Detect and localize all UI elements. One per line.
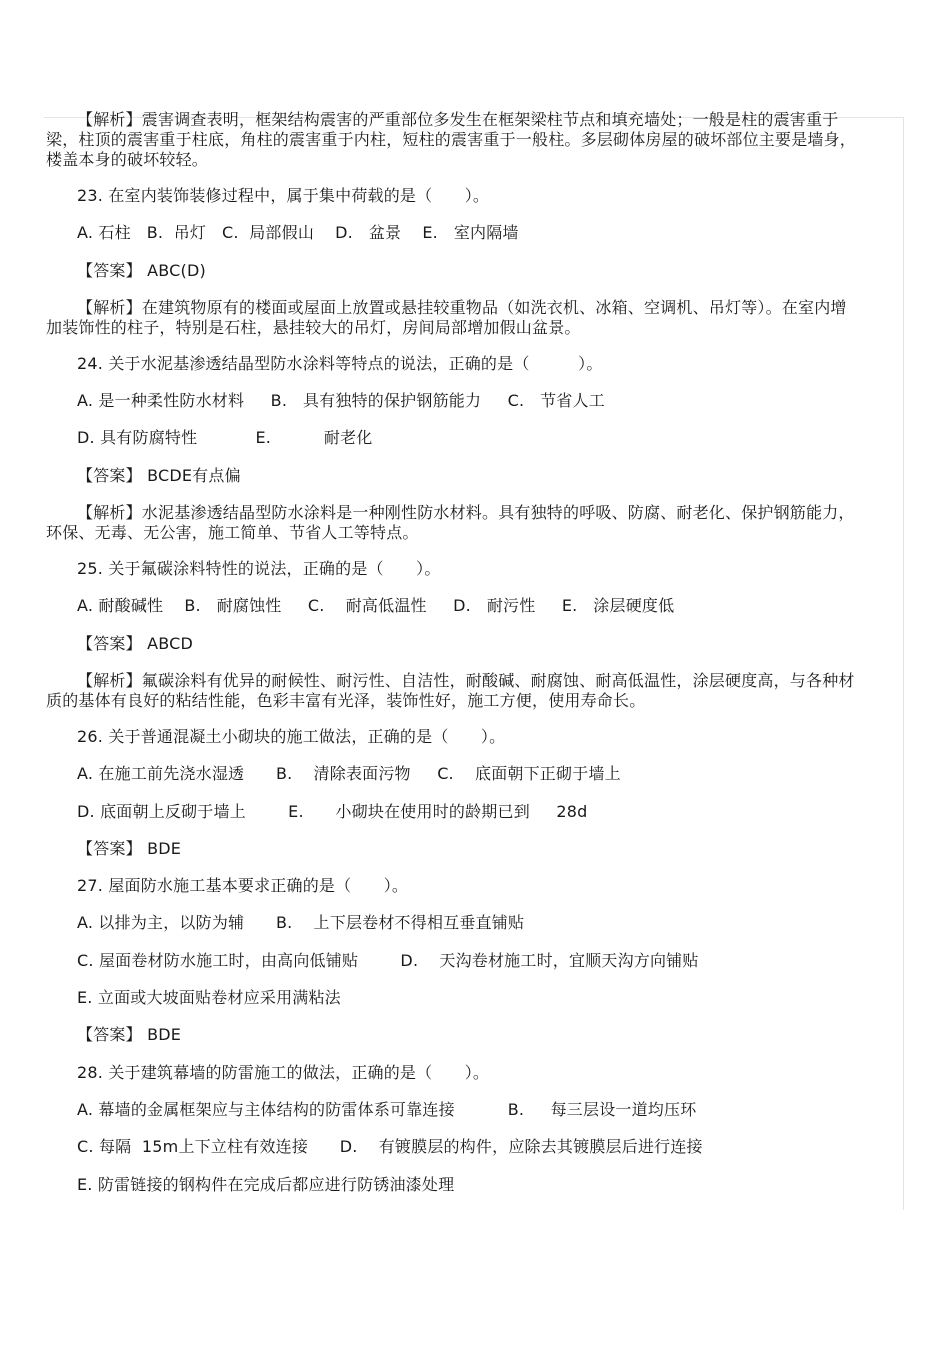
options-26-row1: A. 在施工前先浇水湿透 B. 清除表面污物 C. 底面朝下正砌于墙上 <box>77 764 621 784</box>
analysis-paragraph-22: 【解析】震害调查表明，框架结构震害的严重部位多发生在框架梁柱节点和填充墙处；一般是柱的震害重于梁，柱顶的震害重于柱底，角柱的震害重于内柱，短柱的震害重于一般柱。多层砌体房屋的破坏部位主要是墙身，楼盖本身的破坏较轻。 <box>46 110 857 169</box>
options-25: A. 耐酸碱性 B. 耐腐蚀性 C. 耐高低温性 D. 耐污性 E. 涂层硬度低 <box>77 596 675 616</box>
answer-26: 【答案】 BDE <box>77 838 182 858</box>
options-27-row3: E. 立面或大坡面贴卷材应采用满粘法 <box>77 988 341 1008</box>
options-28-row2: C. 每隔 15m上下立柱有效连接 D. 有镀膜层的构件，应除去其镀膜层后进行连接 <box>77 1137 703 1157</box>
options-28-row1: A. 幕墙的金属框架应与主体结构的防雷体系可靠连接 B. 每三层设一道均压环 <box>77 1099 697 1119</box>
options-24-row1: A. 是一种柔性防水材料 B. 具有独特的保护钢筋能力 C. 节省人工 <box>77 391 605 411</box>
options-26-row2: D. 底面朝上反砌于墙上 E. 小砌块在使用时的龄期已到 28d <box>77 801 588 821</box>
options-23: A. 石柱 B. 吊灯 C. 局部假山 D. 盆景 E. 室内隔墙 <box>77 223 519 243</box>
document-body <box>46 110 861 1212</box>
answer-27: 【答案】 BDE <box>77 1025 182 1045</box>
question-28: 28. 关于建筑幕墙的防雷施工的做法，正确的是（ ）。 <box>77 1062 490 1082</box>
question-23: 23. 在室内装饰装修过程中，属于集中荷载的是（ ）。 <box>77 186 490 205</box>
answer-23: 【答案】 ABC(D) <box>77 260 206 280</box>
question-26: 26. 关于普通混凝土小砌块的施工做法，正确的是（ ）。 <box>77 726 506 746</box>
answer-25: 【答案】 ABCD <box>77 633 194 653</box>
analysis-paragraph-23: 【解析】在建筑物原有的楼面或屋面上放置或悬挂较重物品（如洗衣机、冰箱、空调机、吊灯等）。在室内增加装饰性的柱子，特别是石柱，悬挂较大的吊灯，房间局部增加假山盆景。 <box>46 297 847 337</box>
answer-24: 【答案】 BCDE有点偏 <box>77 465 241 485</box>
analysis-paragraph-24: 【解析】水泥基渗透结晶型防水涂料是一种刚性防水材料。具有独特的呼吸、防腐、耐老化、保护钢筋能力，环保、无毒、无公害，施工简单、节省人工等特点。 <box>46 503 855 543</box>
options-28-row3: E. 防雷链接的钢构件在完成后都应进行防锈油漆处理 <box>77 1174 455 1194</box>
question-27: 27. 屋面防水施工基本要求正确的是（ ）。 <box>77 876 409 896</box>
analysis-paragraph-25: 【解析】氟碳涂料有优异的耐候性、耐污性、自洁性，耐酸碱、耐腐蚀、耐高低温性，涂层硬度高，与各种材质的基体有良好的粘结性能，色彩丰富有光泽，装饰性好，施工方便，使用寿命长。 <box>46 670 855 710</box>
options-27-row2: C. 屋面卷材防水施工时，由高向低铺贴 D. 天沟卷材施工时，宜顺天沟方向铺贴 <box>77 950 699 970</box>
options-24-row2: D. 具有防腐特性 E. 耐老化 <box>77 428 373 448</box>
options-27-row1: A. 以排为主，以防为辅 B. 上下层卷材不得相互垂直铺贴 <box>77 913 525 933</box>
question-24: 24. 关于水泥基渗透结晶型防水涂料等特点的说法，正确的是（ ）。 <box>77 353 603 373</box>
question-25: 25. 关于氟碳涂料特性的说法，正确的是（ ）。 <box>77 559 441 579</box>
